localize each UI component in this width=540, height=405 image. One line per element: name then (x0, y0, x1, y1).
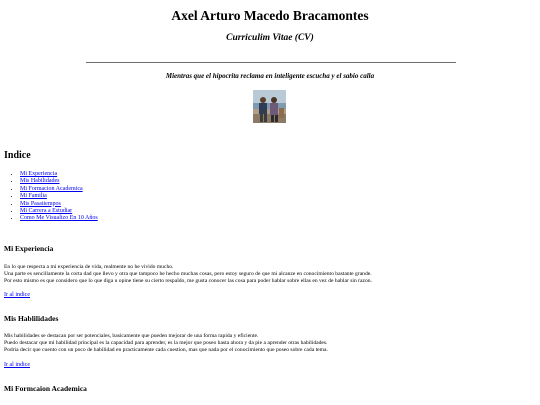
indice-link-formacion[interactable]: Mi Formacion Academica (20, 185, 83, 192)
profile-photo (253, 90, 286, 123)
back-to-index-link[interactable]: Ir al indice (4, 292, 30, 298)
indice-link-pasatiempos[interactable]: Mis Pasatiempos (20, 200, 61, 207)
back-to-index-link-container (4, 362, 30, 368)
indice-link-carrera[interactable]: Mi Carrera a Estudiar (20, 208, 73, 215)
paragraph-line: En lo que respecta a mi experiencia de vida, realmente no he vivido mucho. (4, 264, 174, 270)
section-body-habilidades (4, 333, 536, 355)
list-item (20, 215, 98, 222)
indice-list (20, 171, 98, 223)
motto-text: Mientras que el hipocrita reclama en inteligente escucha y el sabio calla (165, 72, 375, 80)
section-body-experiencia (4, 264, 536, 286)
back-to-index-link-container (4, 292, 30, 298)
paragraph-line: Por esto mismo es que considero que lo que diga u opine tiene su cierto respaldo, me gusta conocer las cosa para poder hablar sobre ellas en vez de hablar sin razon. (4, 278, 372, 285)
indice-link-vision[interactable]: Como Me Visualizo En 10 Años (20, 215, 98, 222)
header-divider (86, 62, 456, 63)
indice-heading: Indice (4, 150, 31, 161)
list-item (20, 178, 98, 185)
list-item (20, 201, 98, 208)
section-heading-experiencia: Mi Experiencia (4, 244, 54, 253)
list-item (20, 186, 98, 193)
list-item (20, 193, 98, 200)
page-subtitle: Curriculim Vitae (CV) (226, 33, 314, 43)
section-heading-formacion: Mi Formcaion Academica (4, 384, 87, 393)
indice-link-familia[interactable]: Mi Familia (20, 193, 47, 200)
indice-link-experiencia[interactable]: Mi Experiencia (20, 171, 58, 177)
back-to-index-link[interactable]: Ir al indice (4, 362, 30, 368)
list-item (20, 171, 98, 178)
section-heading-habilidades: Mis Hablilidades (4, 314, 59, 323)
paragraph-line: Una parte es sencillamente la corta dad que llevo y otra que tampoco he hecho muchas cosas, pero estoy seguro de que mi alcanze en conocimiento bastante grande. (4, 271, 372, 278)
paragraph-line: Puedo destacar que mi habilidad principal es la capacidad para aprender, es la mejor que poseo hasta ahora y da pie a aprender otras habilidades. (4, 340, 328, 347)
list-item (20, 208, 98, 215)
paragraph-line: Mis habilidades se destacan por ser potenciales, basicamente que pueden mejorar de una forma rapida y eficiente. (4, 333, 259, 339)
indice-link-habilidades[interactable]: Mis Habilidades (20, 178, 60, 185)
paragraph-line: Podria decir que cuento con un poco de habilidad en practicamente cada cuestion, mas que nada por el conocimiento que poseo sobre cada tema. (4, 347, 328, 354)
page-title: Axel Arturo Macedo Bracamontes (171, 8, 369, 23)
